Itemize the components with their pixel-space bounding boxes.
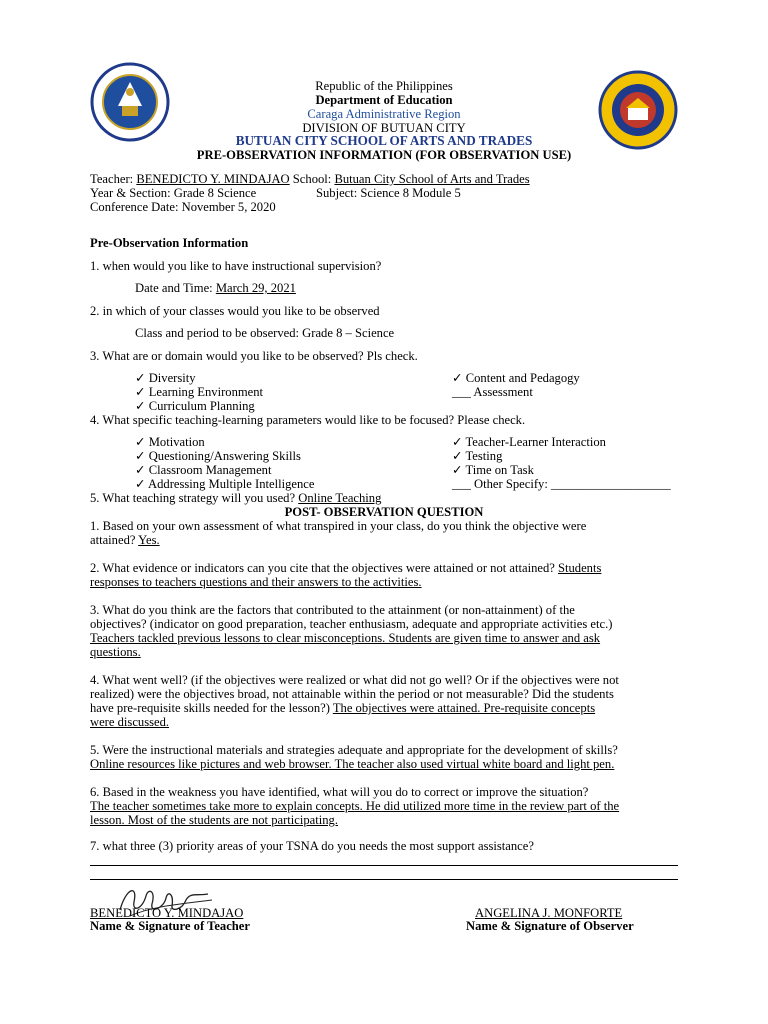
post-q1-answer: Yes. xyxy=(138,533,160,547)
post-q3-line1: 3. What do you think are the factors that contributed to the attainment (or non-attainment) of the xyxy=(90,603,575,617)
domain-curriculum-planning: ✓ Curriculum Planning xyxy=(135,399,255,413)
year-section: Year & Section: Grade 8 Science xyxy=(90,186,257,200)
subject: Subject: Science 8 Module 5 xyxy=(316,186,461,200)
post-q1-line2 xyxy=(90,533,160,547)
answer-2: Class and period to be observed: Grade 8 – Science xyxy=(135,326,395,340)
answer-1 xyxy=(135,281,296,295)
param-other: ___ Other Specify: ___________________ xyxy=(452,477,671,491)
post-q2-answer-b: responses to teachers questions and their answers to the activities. xyxy=(90,575,422,589)
post-q3-answer-line1: Teachers tackled previous lessons to clear misconceptions. Students are given time to answer and ask xyxy=(90,631,601,645)
observer-caption: Name & Signature of Observer xyxy=(466,919,634,933)
post-q1-line1: 1. Based on your own assessment of what transpired in your class, do you think the objective were xyxy=(90,519,587,533)
teacher-caption: Name & Signature of Teacher xyxy=(90,919,250,933)
question-3: 3. What are or domain would you like to be observed? Pls check. xyxy=(90,349,418,363)
post-q2-label: 2. What evidence or indicators can you cite that the objectives were attained or not attained? xyxy=(90,561,558,575)
observer-name: ANGELINA J. MONFORTE xyxy=(475,906,623,920)
post-q4-line2: realized) were the objectives broad, not attainable within the period or not measurable? Did the students xyxy=(90,687,614,701)
teacher-name: BENEDICTO Y. MINDAJAO xyxy=(90,906,244,920)
domain-learning-environment: ✓ Learning Environment xyxy=(135,385,264,399)
post-q6-answer-line2: lesson. Most of the students are not participating. xyxy=(90,813,338,827)
teacher-label: Teacher: xyxy=(90,172,137,186)
param-time-on-task: ✓ Time on Task xyxy=(452,463,534,477)
param-questioning: ✓ Questioning/Answering Skills xyxy=(135,449,301,463)
param-motivation: ✓ Motivation xyxy=(135,435,205,449)
post-q4-answer-b: were discussed. xyxy=(90,715,170,729)
post-q5-answer: Online resources like pictures and web browser. The teacher also used virtual white board and light pen. xyxy=(90,757,615,771)
post-q2-line1 xyxy=(90,561,601,575)
domain-assessment: ___ Assessment xyxy=(452,385,533,399)
teacher-school-line xyxy=(90,172,530,186)
post-q4-line3 xyxy=(90,701,595,715)
post-q3-line2: objectives? (indicator on good preparation, teacher enthusiasm, adequate and appropriate activities etc.) xyxy=(90,617,613,631)
teacher-value: BENEDICTO Y. MINDAJAO xyxy=(136,172,290,186)
post-q3-answer-line2: questions. xyxy=(90,645,141,659)
header-region: Caraga Administrative Region xyxy=(307,107,461,121)
post-observation-title: POST- OBSERVATION QUESTION xyxy=(284,505,484,519)
question-5-value: Online Teaching xyxy=(298,491,382,505)
question-2: 2. in which of your classes would you like to be observed xyxy=(90,304,380,318)
post-q4-label: have pre-requisite skills needed for the lesson?) xyxy=(90,701,333,715)
header-deped: Department of Education xyxy=(315,93,453,107)
param-teacher-learner: ✓ Teacher-Learner Interaction xyxy=(452,435,606,449)
answer-blank-line-1 xyxy=(90,865,678,866)
question-4: 4. What specific teaching-learning parameters would like to be focused? Please check. xyxy=(90,413,526,427)
question-5-label: 5. What teaching strategy will you used? xyxy=(90,491,299,505)
question-1: 1. when would you like to have instructional supervision? xyxy=(90,259,382,273)
header-form-title: PRE-OBSERVATION INFORMATION (FOR OBSERVATION USE) xyxy=(196,148,572,162)
school-value: Butuan City School of Arts and Trades xyxy=(334,172,530,186)
pre-observation-title: Pre-Observation Information xyxy=(90,236,249,250)
answer-1-label: Date and Time: xyxy=(135,281,216,295)
post-q6-line1: 6. Based in the weakness you have identified, what will you do to correct or improve the situation? xyxy=(90,785,589,799)
post-q1-label: attained? xyxy=(90,533,139,547)
post-q7: 7. what three (3) priority areas of your TSNA do you needs the most support assistance? xyxy=(90,839,534,853)
post-q2-answer-a: Students xyxy=(558,561,602,575)
school-label: School: xyxy=(289,172,335,186)
post-q5-line1: 5. Were the instructional materials and strategies adequate and appropriate for the development of skills? xyxy=(90,743,618,757)
param-classroom-management: ✓ Classroom Management xyxy=(135,463,272,477)
param-multiple-intelligence: ✓ Addressing Multiple Intelligence xyxy=(135,477,315,491)
post-q4-answer-a: The objectives were attained. Pre-requisite concepts xyxy=(332,701,596,715)
header-school: BUTUAN CITY SCHOOL OF ARTS AND TRADES xyxy=(235,133,533,148)
question-5 xyxy=(90,491,381,505)
param-testing: ✓ Testing xyxy=(452,449,503,463)
conference-date: Conference Date: November 5, 2020 xyxy=(90,200,276,214)
header-division: DIVISION OF BUTUAN CITY xyxy=(302,121,466,135)
post-q6-answer-line1: The teacher sometimes take more to explain concepts. He did utilized more time in the review part of the xyxy=(90,799,620,813)
answer-1-value: March 29, 2021 xyxy=(215,281,296,295)
post-q4-line1: 4. What went well? (if the objectives were realized or what did not go well? Or if the objectives were not xyxy=(90,673,619,687)
header-republic: Republic of the Philippines xyxy=(315,79,453,93)
domain-diversity: ✓ Diversity xyxy=(135,371,196,385)
domain-content-pedagogy: ✓ Content and Pedagogy xyxy=(452,371,580,385)
